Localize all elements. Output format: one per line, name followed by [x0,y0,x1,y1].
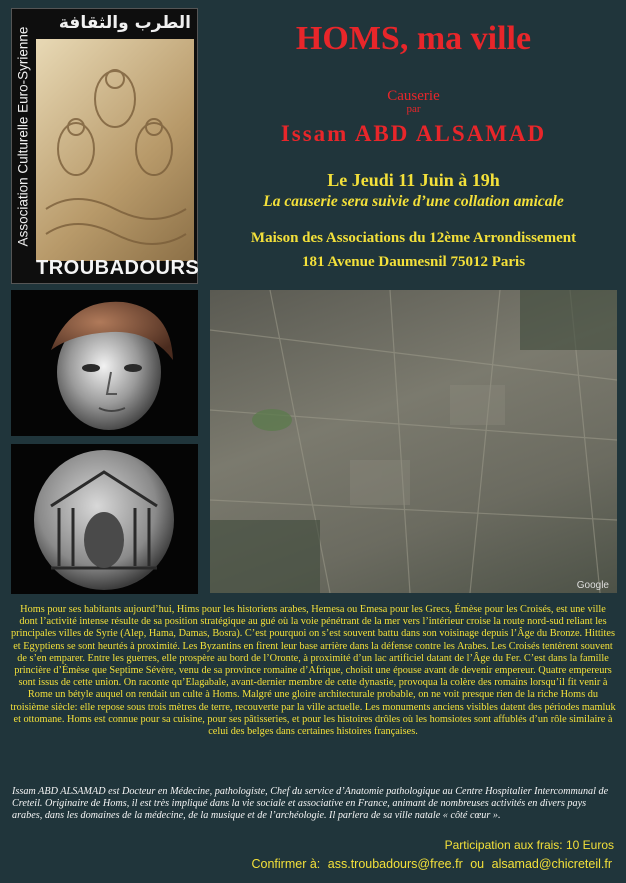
causerie-label: Causerie [387,88,440,104]
event-type [210,88,617,115]
confirm-label: Confirmer à: [251,857,321,871]
page-title: HOMS, ma ville [295,20,532,57]
satellite-map-image [210,290,617,593]
association-vertical-text: Association Culturelle Euro-Syrienne [15,26,31,247]
map-credit: Google [576,580,609,591]
event-date: Le Jeudi 11 Juin à 19h [327,170,500,190]
confirm-contacts [250,857,615,871]
silver-mask-image [11,290,198,436]
history-paragraph: Homs pour ses habitants aujourd’hui, Hims pour les historiens arabes, Hemesa ou Emesa pour les Grecs, Émèse pour les Croisés, est une ville dont l’activité intense résulte de sa position stratégique au gué où la voie pénétrant de la mer vers l’intérieur croise la route nord-sud reliant les principales villes de Syrie (Alep, Hama, Damas, Bosra). C’est pourquoi on s’est souvent battu dans son voisinage depuis l’Âge du Bronze. Hittites et Egyptiens se sont heurtés à proximité. Les Byzantins en firent leur base arrière dans la défense contre les Arabes. Les Croisés tentèrent souvent de s’en emparer. Entre les guerres, elle prospère au bord de l’Oronte, à proximité d’un lac artificiel datant de l’Âge du Fer. C’est dans la famille princière d’Émèse que Septime Sévère, venu de sa province romaine d’Afrique, choisit une épouse avant de devenir empereur. Quatre empereurs sont issus de cette union. On raconte qu’Elagabale, avant-dernier membre de cette dynastie, provoqua la colère des romains lorsqu’il fit venir à Rome un bétyle auquel on rendait un culte à Homs. Malgré une gloire architecturale probable, on ne voit presque rien de la riche Homs du troisième siècle: elle repose sous trois mètres de terre, recouverte par la ville actuelle. Les monuments anciens visibles datent des périodes mamluk et ottomane. Homs est connue pour sa cuisine, pour ses pâtisseries, et pour les histoires drôles où les homsiotes sont affublés d’un rôle similaire à celui des belges dans certaines histoires françaises. [10,604,616,738]
separator-text: ou [470,857,485,871]
venue-line-1: Maison des Associations du 12ème Arrondissement [250,230,577,246]
participation-fee: Participation aux frais: 10 Euros [444,838,614,852]
speaker-name: Issam ABD ALSAMAD [280,121,547,146]
par-label: par [406,103,421,115]
logo-name: TROUBADOURS [36,257,200,279]
venue-line-2: 181 Avenue Daumesnil 75012 Paris [301,254,526,270]
ancient-coin-image [11,444,198,594]
speaker-bio: Issam ABD ALSAMAD est Docteur en Médecine, pathologiste, Chef du service d’Anatomie pathologique au Centre Hospitalier Intercommunal de Creteil. Originaire de Homs, il est très impliqué dans la vie sociale et associative en France, animant de nombreuses activités en divers pays arabes, dans les domaines de la médecine, de la musique et de l’archéologie. Il parlera de sa ville natale « côté cœur ». [12,786,609,822]
email-link-2[interactable]: alsamad@chicreteil.fr [491,857,612,871]
ivory-carving-image [36,39,194,261]
event-subtitle: La causerie sera suivie d’une collation amicale [263,193,564,210]
arabic-logo-text: الطرب والثقافة [58,13,191,33]
troubadours-logo [11,8,198,284]
email-link-1[interactable]: ass.troubadours@free.fr [327,857,463,871]
